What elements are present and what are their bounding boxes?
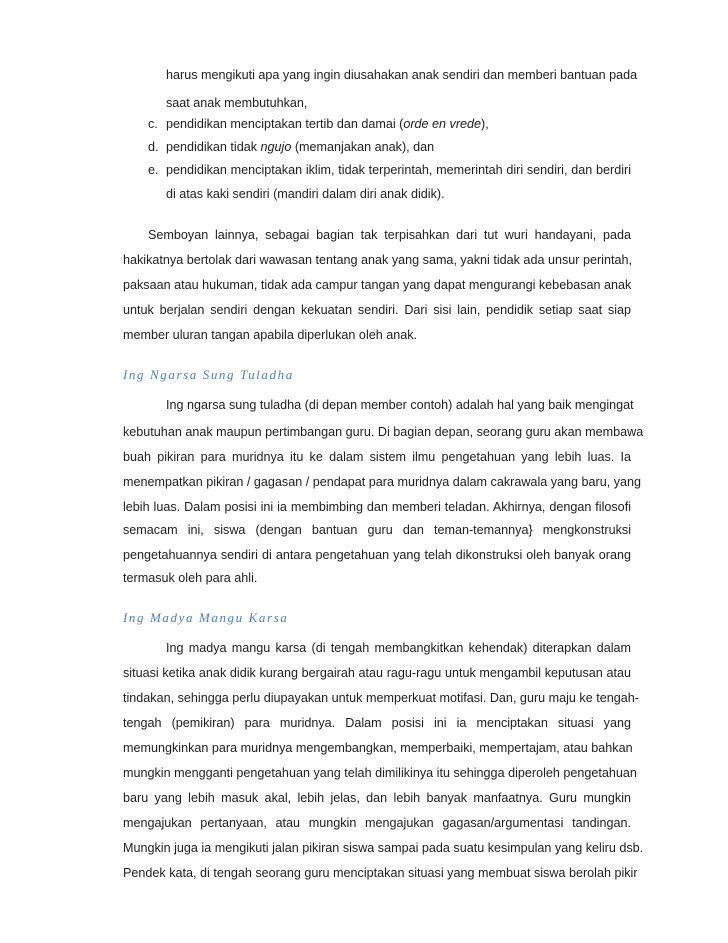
paragraph-line: paksaan atau hukuman, tidak ada campur tangan yang dapat mengurangi kebebasan anak (123, 278, 632, 292)
paragraph-line: kebutuhan anak maupun pertimbangan guru. Di bagian depan, seorang guru akan membawa (123, 425, 644, 439)
list-item-e-continuation: di atas kaki sendiri (mandiri dalam diri anak didik). (166, 187, 445, 201)
paragraph-line: hakikatnya bertolak dari wawasan tentang anak yang sama, yakni tidak ada unsur perintah, (123, 253, 632, 267)
list-item-c-italic: orde en vrede (403, 117, 482, 131)
list-item-d-text: pendidikan tidak (166, 140, 261, 154)
paragraph-line: memungkinkan para muridnya mengembangkan, memperbaiki, mempertajam, atau bahkan (123, 741, 633, 755)
paragraph-line: mungkin mengganti pengetahuan yang telah dimilikinya itu sehingga diperoleh pengetahuan (123, 766, 637, 780)
paragraph-line: menempatkan pikiran / gagasan / pendapat para muridnya dalam cakrawala yang baru, yang (123, 475, 642, 489)
paragraph-line: lebih luas. Dalam posisi ini ia membimbing dan memberi teladan. Akhirnya, dengan filosofi (123, 500, 631, 514)
paragraph-line: termasuk oleh para ahli. (123, 571, 258, 585)
paragraph-line: Mungkin juga ia mengikuti jalan pikiran siswa sampai pada suatu kesimpulan yang keliru dsb. (123, 841, 644, 855)
paragraph-line: semacam ini, siswa (dengan bantuan guru dan teman-temannya} mengkonstruksi (123, 523, 631, 537)
section-heading: Ing Madya Mangu Karsa (123, 610, 289, 625)
paragraph-line: Semboyan lainnya, sebagai bagian tak terpisahkan dari tut wuri handayani, pada (148, 228, 631, 242)
list-marker: c. (148, 117, 158, 131)
list-marker: d. (148, 140, 159, 154)
paragraph-line: buah pikiran para muridnya itu ke dalam sistem ilmu pengetahuan yang lebih luas. Ia (123, 450, 631, 464)
list-item-e (148, 162, 631, 178)
list-item-d-text-end: (memanjakan anak), dan (291, 140, 435, 154)
list-item-b-continuation-2: saat anak membutuhkan, (166, 96, 308, 110)
paragraph-line: situasi ketika anak didik kurang bergairah atau ragu-ragu untuk mengambil keputusan atau (123, 666, 631, 680)
list-marker: e. (148, 163, 159, 177)
paragraph-line: Ing ngarsa sung tuladha (di depan member contoh) adalah hal yang baik mengingat (166, 398, 634, 412)
paragraph-line: tengah (pemikiran) para muridnya. Dalam posisi ini ia menciptakan situasi yang (123, 716, 631, 730)
list-item-d (148, 139, 434, 155)
list-item-e-text: pendidikan menciptakan iklim, tidak terperintah, memerintah diri sendiri, dan berdiri (166, 163, 631, 177)
paragraph-line: baru yang lebih masuk akal, lebih jelas, dan lebih banyak manfaatnya. Guru mungkin (123, 791, 631, 805)
paragraph-line: mengajukan pertanyaan, atau mungkin mengajukan gagasan/argumentasi tandingan. (123, 816, 631, 830)
list-item-b-continuation-1: harus mengikuti apa yang ingin diusahakan anak sendiri dan memberi bantuan pada (166, 68, 638, 82)
paragraph-line: member uluran tangan apabila diperlukan oleh anak. (123, 328, 418, 342)
paragraph-line: tindakan, sehingga perlu diupayakan untuk memperkuat motifasi. Dan, guru maju ke tengah- (123, 691, 639, 705)
paragraph-line: Ing madya mangu karsa (di tengah membangkitkan kehendak) diterapkan dalam (166, 641, 631, 655)
section-heading: Ing Ngarsa Sung Tuladha (123, 367, 294, 382)
list-item-c (148, 116, 489, 132)
paragraph-line: Pendek kata, di tengah seorang guru menciptakan situasi yang membuat siswa berolah pikir (123, 866, 638, 880)
list-item-c-text: pendidikan menciptakan tertib dan damai ( (166, 117, 404, 131)
list-item-c-text-end: ), (481, 117, 489, 131)
paragraph-line: pengetahuannya sendiri di antara pengetahuan yang telah dikonstruksi oleh banyak orang (123, 548, 631, 562)
list-item-d-italic: ngujo (260, 140, 292, 154)
paragraph-line: untuk berjalan sendiri dengan kekuatan sendiri. Dari sisi lain, pendidik setiap saat siap (123, 303, 631, 317)
